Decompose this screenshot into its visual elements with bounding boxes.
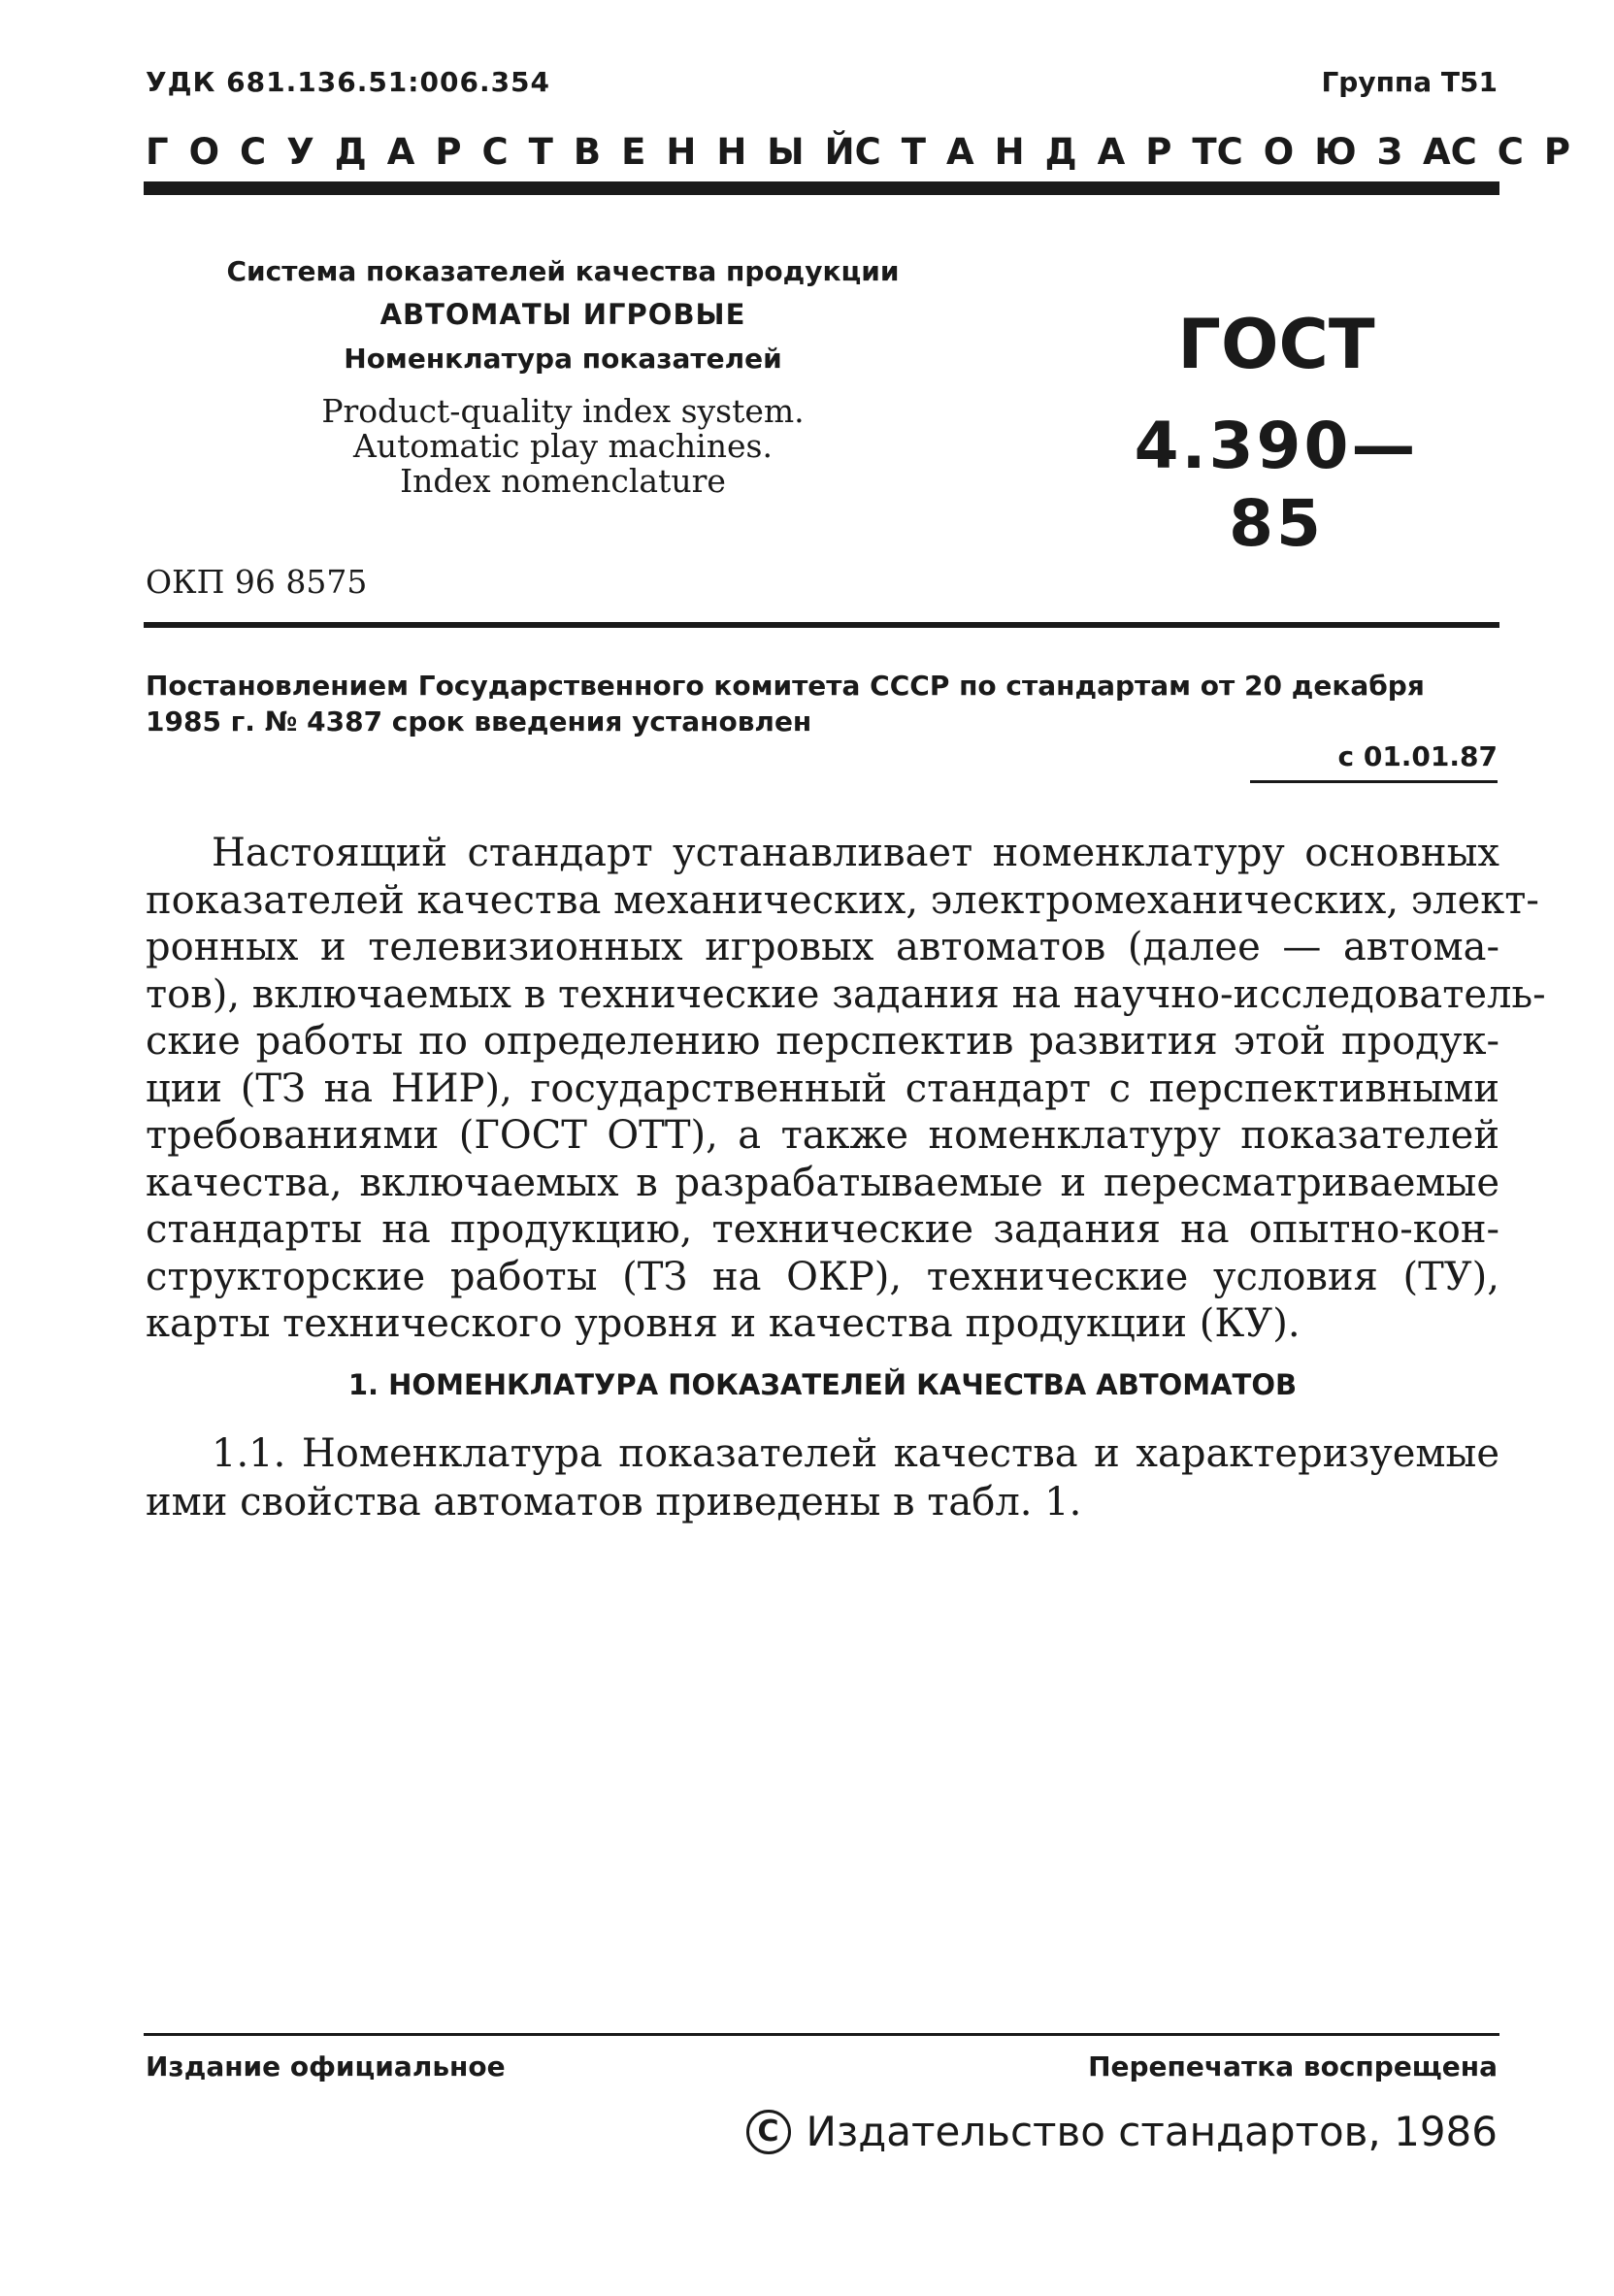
heading-letter: Р [1145,131,1172,173]
english-title [146,394,980,499]
heading-letter: Р [435,131,462,173]
publisher-line [746,2108,1498,2155]
heading-letter: В [573,131,602,173]
heading-letter: Й [824,131,855,173]
heading-letter: С [854,131,881,173]
heading-letter: Ы [767,131,805,173]
heading-letter: Н [666,131,697,173]
intro-line: ские работы по определению перспектив развития этой продук- [146,1019,1499,1064]
intro-line: ции (ТЗ на НИР), государственный стандарт с перспективными [146,1066,1499,1111]
intro-line: карты технического уровня и качества продукции (КУ). [146,1301,1301,1346]
heading-letter: Т [901,131,926,173]
english-title-line: Automatic play machines. [353,427,773,465]
system-title: Система показателей качества продукции [226,255,900,287]
bottom-rule [144,2033,1499,2036]
group-code: Группа Т51 [1321,66,1498,98]
state-standard-word [1217,131,1451,173]
state-standard-heading [146,131,1571,173]
gost-number: 4.390—85 [1134,409,1419,561]
copyright-icon: C [746,2110,791,2154]
clause-1-1 [146,1429,1499,1526]
heading-letter: Ю [1314,131,1357,173]
state-standard-word [1451,131,1570,173]
heading-letter: О [1263,131,1295,173]
state-standard-word [855,131,1217,173]
heading-letter: Р [1543,131,1571,173]
reprint-note: Перепечатка воспрещена [1088,2050,1498,2083]
intro-line: требованиями (ГОСТ ОТТ), а также номенклатуру показателей [146,1113,1499,1158]
nomenclature-title: Номенклатура показателей [344,343,782,375]
heading-letter: Т [1192,131,1217,173]
heading-letter: Н [994,131,1025,173]
heading-letter: Г [146,131,169,173]
heading-letter: А [1422,131,1451,173]
heading-letter: С [1497,131,1524,173]
product-title: АВТОМАТЫ ИГРОВЫЕ [379,298,746,331]
heading-letter: А [386,131,415,173]
gost-designation [1087,301,1466,563]
edition-note: Издание официальное [146,2050,506,2083]
english-title-line: Index nomenclature [400,462,726,500]
section-heading: 1. НОМЕНКЛАТУРА ПОКАЗАТЕЛЕЙ КАЧЕСТВА АВТОМАТОВ [347,1368,1298,1401]
intro-line: качества, включаемых в разрабатываемые и пересматриваемые [146,1160,1499,1205]
clause-line: 1.1. Номенклатура показателей качества и характеризуемые [212,1431,1499,1476]
heading-letter: Е [621,131,646,173]
intro-line: структорские работы (ТЗ на ОКР), технические условия (ТУ), [146,1254,1499,1299]
intro-line: Настоящий стандарт устанавливает номенклатуру основных [212,831,1499,875]
intro-line: показателей качества механических, электромеханических, элект- [146,877,1539,923]
english-title-line: Product-quality index system. [321,392,805,430]
heading-letter: А [946,131,974,173]
heading-letter: Н [716,131,747,173]
udc-code: УДК 681.136.51:006.354 [146,66,551,98]
effective-date: с 01.01.87 [1250,740,1498,783]
heading-letter: О [188,131,220,173]
intro-paragraph [146,830,1546,1348]
top-rule [144,181,1499,195]
intro-line: тов), включаемых в технические задания на научно-исследователь- [146,971,1546,1017]
state-standard-word [146,131,855,173]
heading-letter: Т [528,131,553,173]
okp-code: ОКП 96 8575 [146,563,368,601]
gost-word: ГОСТ [1177,305,1375,384]
heading-letter: С [1450,131,1477,173]
heading-letter: С [481,131,509,173]
heading-letter: Д [334,131,367,173]
heading-letter: З [1376,131,1402,173]
heading-letter: С [240,131,267,173]
publisher-name: Издательство стандартов, 1986 [806,2108,1498,2155]
document-titles [146,250,980,499]
decree-text: Постановлением Государственного комитета СССР по стандартам от 20 декабря 1985 г. № 4387 срок введения установлен [146,670,1425,738]
heading-letter: А [1097,131,1126,173]
intro-line: стандарты на продукцию, технические задания на опытно-кон- [146,1207,1499,1252]
heading-letter: Д [1044,131,1077,173]
heading-letter: С [1216,131,1243,173]
heading-letter: У [286,131,314,173]
middle-rule [144,622,1499,628]
clause-line: ими свойства автоматов приведены в табл. 1. [146,1480,1082,1525]
intro-line: ронных и телевизионных игровых автоматов (далее — автома- [146,925,1499,969]
